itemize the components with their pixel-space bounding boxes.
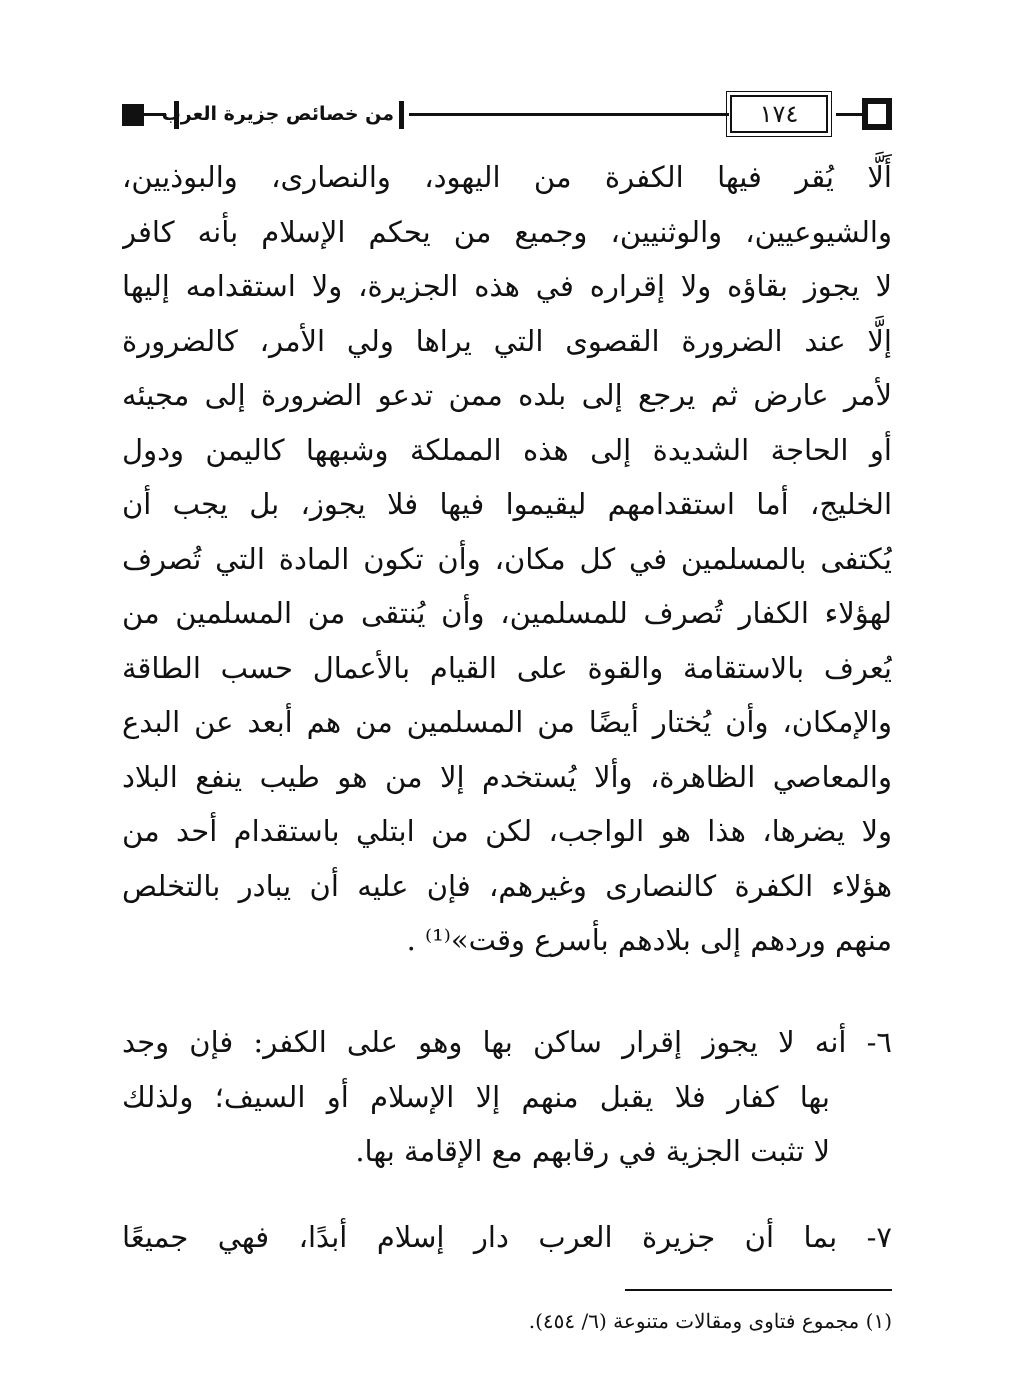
text-line: لا يجوز بقاؤه ولا إقراره في هذه الجزيرة، ولا استقدامه إليها bbox=[122, 269, 892, 303]
text-line: لا تثبت الجزية في رقابهم مع الإقامة بها. bbox=[355, 1134, 830, 1168]
text-line: يُعرف بالاستقامة والقوة على القيام بالأعمال حسب الطاقة bbox=[122, 650, 892, 685]
header-ornament-left-line bbox=[122, 113, 166, 116]
text-line: هؤلاء الكفرة كالنصارى وغيرهم، فإن عليه أن يبادر بالتخلص bbox=[122, 868, 892, 903]
text-line: منهم وردهم إلى بلادهم بأسرع وقت»⁽¹⁾ . bbox=[406, 923, 892, 957]
text-line: إلَّا عند الضرورة القصوى التي يراها ولي الأمر، كالضرورة bbox=[122, 323, 892, 358]
header-rule bbox=[409, 113, 729, 116]
text-line: والشيوعيين، والوثنيين، وجميع من يحكم الإسلام بأنه كافر bbox=[122, 214, 892, 249]
text-line: والإمكان، وأن يُختار أيضًا من المسلمين من هم أبعد عن البدع bbox=[122, 705, 892, 739]
text-line: ٧- بما أن جزيرة العرب دار إسلام أبدًا، فهي جميعًا bbox=[122, 1220, 892, 1254]
header-rule-right bbox=[836, 113, 862, 116]
book-title: من خصائص جزيرة العرب bbox=[161, 103, 394, 125]
text-line: الخليج، أما استقدامهم ليقيموا فيها فلا يجوز، بل يجب أن bbox=[122, 487, 892, 521]
text-line: بها كفار فلا يقبل منهم إلا الإسلام أو السيف؛ ولذلك bbox=[122, 1079, 830, 1114]
text-line: أو الحاجة الشديدة إلى هذه المملكة وشبهها كاليمن ودول bbox=[122, 432, 892, 467]
footnote-separator bbox=[625, 1289, 892, 1291]
main-paragraph bbox=[122, 150, 892, 968]
numbered-item-6 bbox=[122, 1015, 892, 1179]
header-title-bar-right bbox=[399, 101, 404, 129]
text-line: ولا يضرها، هذا هو الواجب، لكن من ابتلي باستقدام أحد من bbox=[122, 814, 892, 848]
footnote: (١) مجموع فتاوى ومقالات متنوعة (٦/ ٤٥٤). bbox=[528, 1309, 892, 1333]
text-line: أَلَّا يُقر فيها الكفرة من اليهود، والنصارى، والبوذيين، bbox=[122, 160, 892, 194]
numbered-item-7 bbox=[122, 1210, 892, 1265]
header-ornament-right-box bbox=[862, 98, 892, 130]
page-header bbox=[122, 92, 892, 138]
page-number-frame bbox=[730, 95, 828, 133]
page-number: ١٧٤ bbox=[759, 100, 799, 128]
text-line: ٦- أنه لا يجوز إقرار ساكن بها وهو على الكفر: فإن وجد bbox=[122, 1025, 892, 1059]
text-line: لهؤلاء الكفار تُصرف للمسلمين، وأن يُنتقى من المسلمين من bbox=[122, 596, 892, 630]
text-line: لأمر عارض ثم يرجع إلى بلده ممن تدعو الضرورة إلى مجيئه bbox=[122, 378, 892, 412]
text-line: والمعاصي الظاهرة، وألا يُستخدم إلا من هو طيب ينفع البلاد bbox=[122, 759, 892, 794]
text-line: يُكتفى بالمسلمين في كل مكان، وأن تكون المادة التي تُصرف bbox=[122, 541, 892, 576]
